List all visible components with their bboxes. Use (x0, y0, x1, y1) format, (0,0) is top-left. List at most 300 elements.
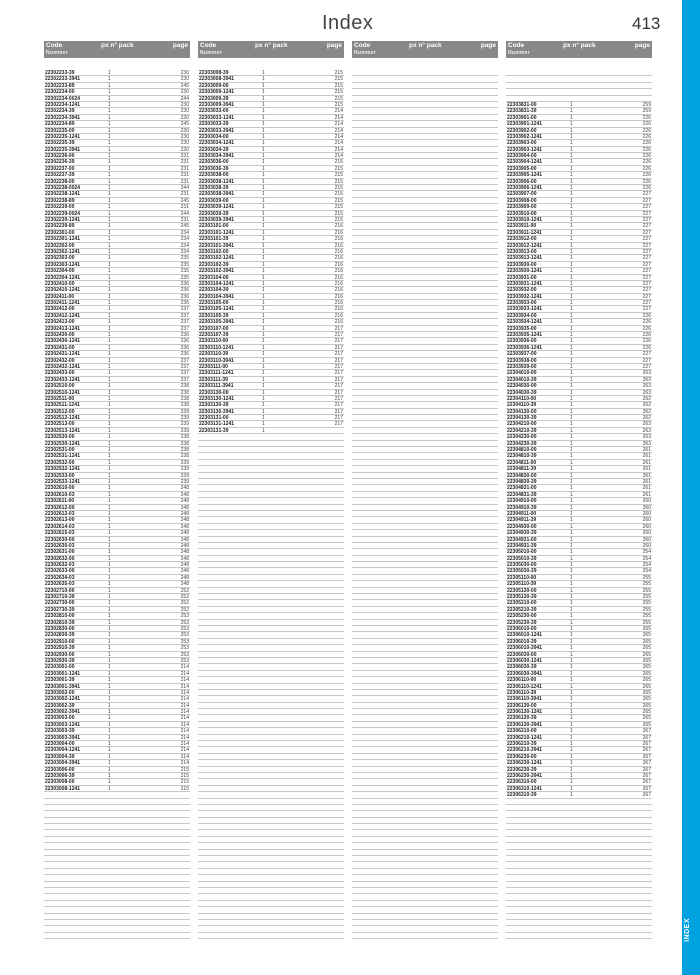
pack-qty: 1 (570, 114, 573, 121)
item-code: 22303008-39 (199, 70, 229, 76)
index-column-2 (198, 41, 344, 939)
item-code: 22302304-00 (45, 268, 75, 275)
pack-qty: 1 (570, 504, 573, 511)
pack-qty: 1 (108, 709, 111, 716)
pack-qty: 1 (262, 159, 265, 166)
page-ref: 227 (642, 300, 651, 307)
pack-qty: 1 (570, 447, 573, 454)
item-code: 22304010-39 (507, 376, 537, 383)
pack-qty: 1 (108, 338, 111, 345)
page-ref: 234 (180, 236, 189, 243)
header-pack: px n° pack (101, 42, 134, 49)
pack-qty: 1 (108, 293, 111, 300)
page-ref: 244 (180, 95, 189, 102)
pack-qty: 1 (570, 140, 573, 147)
item-code: 22304931-00 (507, 536, 537, 543)
pack-qty: 1 (262, 402, 265, 409)
page-ref: 248 (180, 504, 189, 511)
item-code: 22303039-39 (199, 210, 229, 217)
pack-qty: 1 (570, 574, 573, 581)
pack-qty: 1 (262, 268, 265, 275)
item-code: 22302512-1241 (45, 415, 81, 422)
page-ref: 217 (334, 402, 343, 409)
item-code: 22306030-3941 (507, 670, 543, 677)
pack-qty: 1 (108, 670, 111, 677)
page-ref: 215 (334, 210, 343, 217)
pack-qty: 1 (570, 146, 573, 153)
pack-qty: 1 (262, 127, 265, 134)
page-ref: 214 (180, 734, 189, 741)
item-code: 22303003-3941 (45, 734, 81, 741)
item-code: 22303906-1241 (507, 185, 543, 192)
item-code: 22305130-39 (507, 594, 537, 601)
page-ref: 217 (334, 395, 343, 402)
page-ref: 226 (642, 172, 651, 179)
item-code: 22302830-00 (45, 625, 75, 632)
page-ref: 214 (180, 760, 189, 767)
page-ref: 215 (334, 95, 343, 102)
page-ref: 214 (334, 140, 343, 147)
item-code: 22302233-89 (45, 82, 75, 89)
pack-qty: 1 (262, 172, 265, 179)
page-ref: 216 (334, 287, 343, 294)
page-ref: 237 (180, 312, 189, 319)
page-ref: 217 (334, 383, 343, 390)
pack-qty: 1 (570, 530, 573, 537)
item-code: 22302730-39 (45, 606, 75, 613)
item-code: 22302910-00 (45, 638, 75, 645)
item-code: 22306030-39 (507, 664, 537, 671)
item-code: 22303001-00 (45, 664, 75, 671)
page-ref: 215 (334, 82, 343, 89)
item-code: 22306010-39 (507, 638, 537, 645)
pack-qty: 1 (570, 728, 573, 735)
item-code: 22306230-1241 (507, 760, 543, 767)
page-ref: 214 (180, 747, 189, 754)
pack-qty: 1 (262, 408, 265, 415)
page-ref: 235 (180, 261, 189, 268)
item-code: 22302433-00 (45, 370, 75, 377)
pack-qty: 1 (108, 191, 111, 198)
page-ref: 236 (180, 280, 189, 287)
page-ref: 237 (180, 325, 189, 332)
item-code: 22302513-00 (45, 421, 75, 428)
item-code: 22302238-0024 (45, 185, 81, 192)
item-code: 22305230-39 (507, 619, 537, 626)
header-code-sub: Nummer (46, 50, 69, 56)
item-code: 22302930-00 (45, 651, 75, 658)
item-code: 22302410-00 (45, 280, 75, 287)
page-ref: 263 (642, 427, 651, 434)
item-code: 22302632-00 (45, 555, 75, 562)
pack-qty: 1 (108, 287, 111, 294)
pack-qty: 1 (570, 440, 573, 447)
page-ref: 217 (334, 363, 343, 370)
page-ref: 239 (180, 415, 189, 422)
item-code: 22303009-3941 (199, 101, 235, 108)
page-ref: 265 (642, 721, 651, 728)
pack-qty: 1 (108, 76, 111, 83)
page-ref: 260 (642, 542, 651, 549)
item-code: 22303934-1241 (507, 319, 543, 326)
item-code: 22302301-1241 (45, 236, 81, 243)
page-ref: 248 (180, 562, 189, 569)
item-code: 22302612-00 (45, 504, 75, 511)
item-code: 22302930-39 (45, 657, 75, 664)
item-code: 22302630-03 (45, 542, 75, 549)
page-ref: 230 (180, 76, 189, 83)
page-ref: 263 (642, 376, 651, 383)
item-code: 22306110-00 (507, 677, 537, 684)
pack-qty: 1 (570, 242, 573, 249)
item-code: 22302301-00 (45, 229, 75, 236)
item-code: 22303933-1241 (507, 306, 543, 313)
pack-qty: 1 (570, 517, 573, 524)
pack-qty: 1 (570, 280, 573, 287)
item-code: 22302614-03 (45, 523, 75, 530)
pack-qty: 1 (570, 600, 573, 607)
page-ref: 226 (642, 332, 651, 339)
item-code: 22303110-00 (199, 338, 229, 345)
page-ref: 255 (642, 606, 651, 613)
page-ref: 239 (180, 472, 189, 479)
item-code: 22303911-1241 (507, 229, 542, 236)
pack-qty: 1 (108, 216, 111, 223)
pack-qty: 1 (570, 523, 573, 530)
pack-qty: 1 (262, 344, 265, 351)
pack-qty: 1 (570, 344, 573, 351)
item-code: 22302238-89 (45, 197, 75, 204)
item-code: 22302910-39 (45, 645, 75, 652)
item-code: 22305110-00 (507, 574, 537, 581)
item-code: 22306130-3941 (507, 721, 543, 728)
item-code: 22304010-00 (507, 370, 537, 377)
item-code: 22303831-00 (507, 101, 537, 108)
item-code: 22303039-1241 (199, 204, 235, 211)
pack-qty: 1 (570, 165, 573, 172)
item-code: 22304030-39 (507, 389, 537, 396)
pack-qty: 1 (108, 408, 111, 415)
item-code: 22303004-3941 (45, 760, 81, 767)
item-code: 22303006-39 (45, 772, 75, 779)
pack-qty: 1 (570, 325, 573, 332)
page-ref: 214 (180, 715, 189, 722)
item-code: 22302530-1241 (45, 440, 81, 447)
item-code: 22305030-00 (507, 562, 537, 569)
index-column-3 (352, 41, 498, 939)
page-ref: 254 (642, 555, 651, 562)
item-code: 22302238-00 (45, 178, 75, 185)
page-ref: 236 (180, 338, 189, 345)
item-code: 22302611-00 (45, 498, 75, 505)
pack-qty: 1 (108, 530, 111, 537)
item-code: 22303102-1241 (199, 255, 235, 262)
pack-qty: 1 (108, 383, 111, 390)
pack-qty: 1 (570, 293, 573, 300)
page-ref: 217 (334, 344, 343, 351)
page-ref: 227 (642, 216, 651, 223)
item-code: 22303936-00 (507, 338, 537, 345)
item-code: 22304110-00 (507, 395, 537, 402)
page-ref: 215 (334, 70, 343, 76)
pack-qty: 1 (262, 114, 265, 121)
item-code: 22302532-00 (45, 459, 75, 466)
item-code: 22304030-00 (507, 383, 537, 390)
pack-qty: 1 (570, 434, 573, 441)
item-code: 22302533-00 (45, 472, 75, 479)
item-code: 22303910-00 (507, 210, 537, 217)
pack-qty: 1 (570, 427, 573, 434)
item-code: 22304811-00 (507, 459, 537, 466)
item-code: 22306130-00 (507, 702, 537, 709)
page-ref: 215 (334, 101, 343, 108)
pack-qty: 1 (570, 613, 573, 620)
pack-qty: 1 (108, 306, 111, 313)
page-ref: 231 (180, 172, 189, 179)
item-code: 22303039-3941 (199, 216, 235, 223)
page-ref: 261 (642, 466, 651, 473)
pack-qty: 1 (570, 549, 573, 556)
pack-qty: 1 (262, 165, 265, 172)
item-code: 22303104-1241 (199, 280, 235, 287)
page-ref: 248 (180, 491, 189, 498)
page-ref: 265 (642, 657, 651, 664)
pack-qty: 1 (570, 159, 573, 166)
page-ref: 245 (180, 223, 189, 230)
pack-qty: 1 (108, 319, 111, 326)
page-ref: 253 (180, 619, 189, 626)
item-code: 22302234-3941 (45, 114, 81, 121)
item-code: 22302634-03 (45, 574, 75, 581)
page-ref: 236 (180, 332, 189, 339)
index-side-tab[interactable] (682, 0, 700, 975)
item-code: 22305030-39 (507, 568, 537, 575)
pack-qty: 1 (108, 594, 111, 601)
item-code: 22303101-00 (199, 223, 229, 230)
pack-qty: 1 (262, 363, 265, 370)
item-code: 22303008-00 (45, 779, 75, 786)
pack-qty: 1 (262, 370, 265, 377)
page-ref: 238 (180, 402, 189, 409)
pack-qty: 1 (108, 472, 111, 479)
pack-qty: 1 (262, 229, 265, 236)
item-code: 22302304-1241 (45, 274, 81, 281)
column-header (352, 41, 498, 58)
pack-qty: 1 (108, 683, 111, 690)
pack-qty: 1 (108, 523, 111, 530)
item-code: 22303034-1241 (199, 140, 235, 147)
page-ref: 236 (180, 287, 189, 294)
pack-qty: 1 (570, 485, 573, 492)
item-code: 22303034-00 (199, 133, 229, 140)
page-ref: 255 (642, 574, 651, 581)
pack-qty: 1 (570, 408, 573, 415)
item-code: 22303130-39 (199, 402, 229, 409)
item-code: 22303033-39 (199, 121, 229, 128)
pack-qty: 1 (570, 268, 573, 275)
pack-qty: 1 (108, 613, 111, 620)
item-code: 22303130-00 (199, 389, 229, 396)
pack-qty: 1 (570, 466, 573, 473)
table-row (506, 933, 652, 939)
pack-qty: 1 (570, 606, 573, 613)
pack-qty: 1 (108, 702, 111, 709)
header-pack: px n° pack (563, 42, 596, 49)
page-ref: 248 (180, 510, 189, 517)
page-ref: 227 (642, 363, 651, 370)
pack-qty: 1 (262, 204, 265, 211)
index-rows (506, 70, 652, 939)
item-code: 22302633-00 (45, 568, 75, 575)
page-ref: 215 (334, 172, 343, 179)
pack-qty: 1 (570, 389, 573, 396)
page-ref: 217 (334, 370, 343, 377)
item-code: 22302431-00 (45, 344, 75, 351)
page-ref: 253 (180, 657, 189, 664)
item-code: 22302237-00 (45, 165, 75, 172)
pack-qty: 1 (570, 108, 573, 115)
item-code: 22302531-1241 (45, 453, 81, 460)
item-code: 22302710-39 (45, 594, 75, 601)
pack-qty: 1 (108, 82, 111, 89)
item-code: 22303038-39 (199, 185, 229, 192)
page-ref: 238 (180, 434, 189, 441)
pack-qty: 1 (570, 332, 573, 339)
pack-qty: 1 (570, 421, 573, 428)
pack-qty: 1 (570, 741, 573, 748)
pack-qty: 1 (570, 383, 573, 390)
pack-qty: 1 (262, 332, 265, 339)
page-ref: 214 (180, 677, 189, 684)
page-ref: 238 (180, 453, 189, 460)
pack-qty: 1 (570, 185, 573, 192)
pack-qty: 1 (108, 587, 111, 594)
item-code: 22303004-39 (45, 753, 75, 760)
item-code: 22302630-00 (45, 536, 75, 543)
pack-qty: 1 (108, 223, 111, 230)
item-code: 22303039-00 (199, 197, 229, 204)
page-ref: 227 (642, 236, 651, 243)
item-code: 22302410-1241 (45, 287, 81, 294)
page-ref: 259 (642, 101, 651, 108)
item-code: 22302511-00 (45, 395, 75, 402)
item-code: 22303913-00 (507, 248, 537, 255)
pack-qty: 1 (570, 715, 573, 722)
item-code: 22303002-39 (45, 702, 75, 709)
page-ref: 253 (180, 645, 189, 652)
item-code: 22303907-00 (507, 191, 537, 198)
page-ref: 216 (334, 248, 343, 255)
pack-qty: 1 (570, 376, 573, 383)
pack-qty: 1 (570, 645, 573, 652)
page-ref: 217 (334, 408, 343, 415)
pack-qty: 1 (108, 517, 111, 524)
item-code: 22302510-00 (45, 383, 75, 390)
item-code: 22303904-1241 (507, 159, 543, 166)
page-ref: 226 (642, 121, 651, 128)
page-ref: 216 (334, 229, 343, 236)
page-ref: 215 (180, 779, 189, 786)
item-code: 22304810-39 (507, 453, 537, 460)
item-code: 22302234-00 (45, 89, 75, 96)
item-code: 22302612-03 (45, 510, 75, 517)
page-ref: 236 (180, 300, 189, 307)
page-ref: 267 (642, 741, 651, 748)
page-ref: 261 (642, 485, 651, 492)
pack-qty: 1 (262, 108, 265, 115)
page-ref: 248 (180, 568, 189, 575)
item-code: 22304911-00 (507, 510, 537, 517)
page-ref: 216 (334, 280, 343, 287)
item-code: 22302233-3941 (45, 76, 81, 83)
pack-qty: 1 (570, 594, 573, 601)
page-ref: 231 (180, 178, 189, 185)
item-code: 22303131-39 (199, 427, 229, 434)
page-ref: 217 (334, 421, 343, 428)
pack-qty: 1 (108, 734, 111, 741)
item-code: 22305010-00 (507, 549, 537, 556)
item-code: 22303903-1241 (507, 146, 543, 153)
page-ref: 227 (642, 268, 651, 275)
pack-qty: 1 (262, 274, 265, 281)
pack-qty: 1 (262, 319, 265, 326)
pack-qty: 1 (108, 664, 111, 671)
page-ref: 265 (642, 689, 651, 696)
page-ref: 227 (642, 351, 651, 358)
page-ref: 227 (642, 287, 651, 294)
page-ref: 244 (180, 185, 189, 192)
item-code: 22303102-3941 (199, 268, 235, 275)
item-code: 22303936-1241 (507, 344, 543, 351)
item-code: 22302632-03 (45, 562, 75, 569)
page-ref: 217 (334, 351, 343, 358)
page-ref: 253 (180, 613, 189, 620)
page-ref: 267 (642, 779, 651, 786)
page-ref: 265 (642, 651, 651, 658)
pack-qty: 1 (570, 664, 573, 671)
item-code: 22303831-39 (507, 108, 537, 115)
pack-qty: 1 (108, 146, 111, 153)
page-ref: 265 (642, 702, 651, 709)
item-code: 22303104-39 (199, 287, 229, 294)
page-ref: 265 (642, 677, 651, 684)
pack-qty: 1 (108, 434, 111, 441)
item-code: 22303107-39 (199, 332, 229, 339)
item-code: 22302510-1241 (45, 389, 81, 396)
pack-qty: 1 (262, 427, 265, 434)
page-ref: 214 (180, 709, 189, 716)
item-code: 22303911-00 (507, 223, 537, 230)
page-ref: 236 (180, 351, 189, 358)
item-code: 22303101-39 (199, 236, 229, 243)
page-ref: 259 (642, 108, 651, 115)
item-code: 22303131-1241 (199, 421, 235, 428)
page-ref: 227 (642, 248, 651, 255)
pack-qty: 1 (262, 236, 265, 243)
pack-qty: 1 (108, 268, 111, 275)
page-ref: 239 (180, 479, 189, 485)
pack-qty: 1 (570, 306, 573, 313)
item-code: 22302810-39 (45, 619, 75, 626)
page-ref: 238 (180, 440, 189, 447)
page-ref: 248 (180, 549, 189, 556)
item-code: 22302412-1241 (45, 312, 81, 319)
pack-qty: 1 (262, 133, 265, 140)
pack-qty: 1 (108, 440, 111, 447)
item-code: 22303038-3941 (199, 191, 235, 198)
page-ref: 215 (334, 89, 343, 96)
page-ref: 214 (180, 683, 189, 690)
